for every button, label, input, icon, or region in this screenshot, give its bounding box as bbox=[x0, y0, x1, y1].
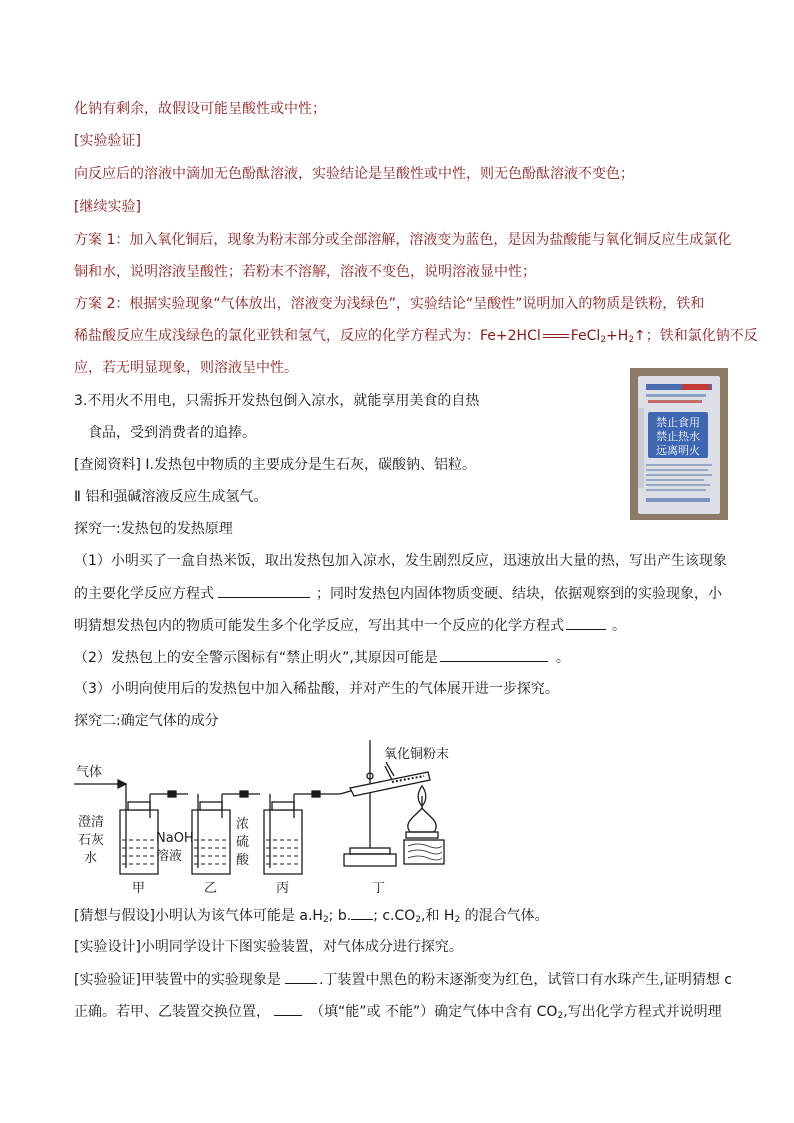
answer-blank-6[interactable] bbox=[274, 1001, 302, 1016]
question-3-1-line-3 bbox=[74, 615, 626, 636]
reference-material-1: [查阅资料] Ⅰ.发热包中物质的主要成分是生石灰，碳酸钠、铝粒。 bbox=[74, 457, 476, 473]
text: ,和 H bbox=[421, 908, 455, 924]
text: 正确。若甲、乙装置交换位置， bbox=[74, 1004, 270, 1020]
text: ,写出化学方程式并说明理 bbox=[563, 1004, 722, 1020]
question-3-intro: 3.不用火不用电，只需拆开发热包倒入凉水，就能享用美食的自热 bbox=[74, 393, 480, 409]
wooden-block bbox=[404, 840, 444, 864]
plan-2-line-3: 应，若无明显现象，则溶液呈中性。 bbox=[74, 360, 298, 376]
text: （填“能”或 不能”）确定气体中含有 CO bbox=[310, 1004, 558, 1020]
equation-prefix: 稀盐酸反应生成浅绿色的氯化亚铁和氢气，反应的化学方程式为：Fe+2HCl bbox=[74, 328, 541, 344]
answer-line-1: 化钠有剩余，故假设可能呈酸性或中性； bbox=[74, 101, 326, 117]
label-ding: 丁 bbox=[372, 881, 386, 896]
plan-2-line-2 bbox=[74, 326, 758, 350]
answer-blank-1[interactable] bbox=[218, 583, 310, 598]
subscript: 2 bbox=[557, 1011, 564, 1021]
apparatus-diagram bbox=[72, 736, 452, 896]
packet-warning-2: 禁止热水 bbox=[656, 430, 700, 443]
label-reagent3-b: 硫 bbox=[236, 835, 250, 850]
section-heading-verification: [实验验证] bbox=[74, 133, 141, 149]
answer-blank-2[interactable] bbox=[566, 615, 606, 630]
text: .丁装置中黑色的粉末逐渐变为红色，试管口有水珠产生,证明猜想 c bbox=[318, 972, 732, 988]
subscript: 2 bbox=[415, 915, 422, 925]
verification-line-1 bbox=[74, 969, 732, 990]
equals-sign bbox=[543, 334, 569, 338]
inquiry-2-heading: 探究二:确定气体的成分 bbox=[74, 713, 219, 729]
stand-base bbox=[344, 854, 396, 866]
text: [猜想与假设]小明认为该气体可能是 a.H bbox=[74, 908, 323, 924]
reference-material-2: Ⅱ 铝和强碱溶液反应生成氢气。 bbox=[74, 489, 268, 505]
text: 的混合气体。 bbox=[460, 908, 549, 924]
label-gas: 气体 bbox=[76, 765, 103, 780]
plan-2-line-1: 方案 2：根据实验现象“气体放出，溶液变为浅绿色”，实验结论“呈酸性”说明加入的物质是铁粉，铁和 bbox=[74, 296, 705, 312]
packet-warning-1: 禁止食用 bbox=[656, 416, 700, 429]
text: 。 bbox=[555, 650, 570, 666]
label-jia: 甲 bbox=[132, 881, 146, 896]
label-reagent1-b: 石灰 bbox=[78, 833, 105, 848]
text: [实验验证]甲装置中的实验现象是 bbox=[74, 972, 281, 988]
question-3-3: （3）小明向使用后的发热包中加入稀盐酸，并对产生的气体展开进一步探究。 bbox=[74, 681, 559, 697]
answer-blank-5[interactable] bbox=[285, 969, 317, 984]
answer-blank-4[interactable] bbox=[351, 905, 373, 920]
answer-line-3: 向反应后的溶液中滴加无色酚酞溶液，实验结论是呈酸性或中性，则无色酚酞溶液不变色； bbox=[74, 166, 634, 182]
text: ；同时发热包内固体物质变硬、结块，依据观察到的实验现象，小 bbox=[316, 586, 722, 602]
inquiry-1-heading: 探究一:发热包的发热原理 bbox=[74, 521, 233, 537]
alcohol-lamp bbox=[408, 808, 436, 832]
label-reagent3-a: 浓 bbox=[236, 817, 250, 832]
text: 的主要化学反应方程式 bbox=[74, 586, 214, 602]
label-reagent1-c: 水 bbox=[84, 851, 98, 866]
label-reagent3-c: 酸 bbox=[236, 853, 250, 868]
heat-packet-photo bbox=[630, 368, 728, 520]
label-reagent2-a: NaOH bbox=[156, 831, 194, 846]
plan-1-line-2: 铜和水，说明溶液呈酸性；若粉末不溶解，溶液不变色，说明溶液显中性； bbox=[74, 264, 536, 280]
equation-fecl: FeCl bbox=[570, 328, 601, 344]
text: 明猜想发热包内的物质可能发生多个化学反应，写出其中一个反应的化学方程式 bbox=[74, 618, 564, 634]
subscript: 2 bbox=[454, 915, 461, 925]
question-3-1-line-1: （1）小明买了一盒自热米饭，取出发热包加入凉水，发生剧烈反应，迅速放出大量的热，写出产生该现象 bbox=[74, 553, 727, 569]
section-heading-continue: [继续实验] bbox=[74, 199, 141, 215]
equation-suffix: ↑；铁和氯化钠不反 bbox=[634, 328, 758, 344]
label-yi: 乙 bbox=[204, 881, 218, 896]
label-cuo-powder: 氧化铜粉末 bbox=[384, 747, 450, 762]
experiment-design-line: [实验设计]小明同学设计下图实验装置，对气体成分进行探究。 bbox=[74, 939, 463, 955]
text: ; c.CO bbox=[373, 908, 416, 924]
question-3-1-line-2 bbox=[74, 583, 722, 604]
subscript: 2 bbox=[628, 335, 635, 345]
subscript: 2 bbox=[600, 335, 607, 345]
label-bing: 丙 bbox=[276, 881, 290, 896]
packet-warning-3: 远离明火 bbox=[656, 444, 700, 457]
label-reagent2-b: 溶液 bbox=[156, 849, 183, 864]
label-reagent1-a: 澄清 bbox=[78, 815, 105, 830]
arrow-head-icon bbox=[118, 780, 126, 788]
equation-h: +H bbox=[606, 328, 629, 344]
text: （2）发热包上的安全警示图标有“禁止明火”,其原因可能是 bbox=[74, 650, 438, 666]
text: ; b. bbox=[328, 908, 352, 924]
question-3-intro-cont: 食品，受到消费者的追捧。 bbox=[88, 425, 256, 441]
hypothesis-line bbox=[74, 905, 549, 930]
verification-line-2 bbox=[74, 1001, 722, 1026]
text: 。 bbox=[612, 618, 626, 634]
answer-blank-3[interactable] bbox=[440, 647, 548, 662]
plan-1-line-1: 方案 1：加入氧化铜后，现象为粉末部分或全部溶解，溶液变为蓝色，是因为盐酸能与氧化铜反应生成氯化 bbox=[74, 232, 732, 248]
question-3-2 bbox=[74, 647, 570, 668]
subscript: 2 bbox=[322, 915, 329, 925]
